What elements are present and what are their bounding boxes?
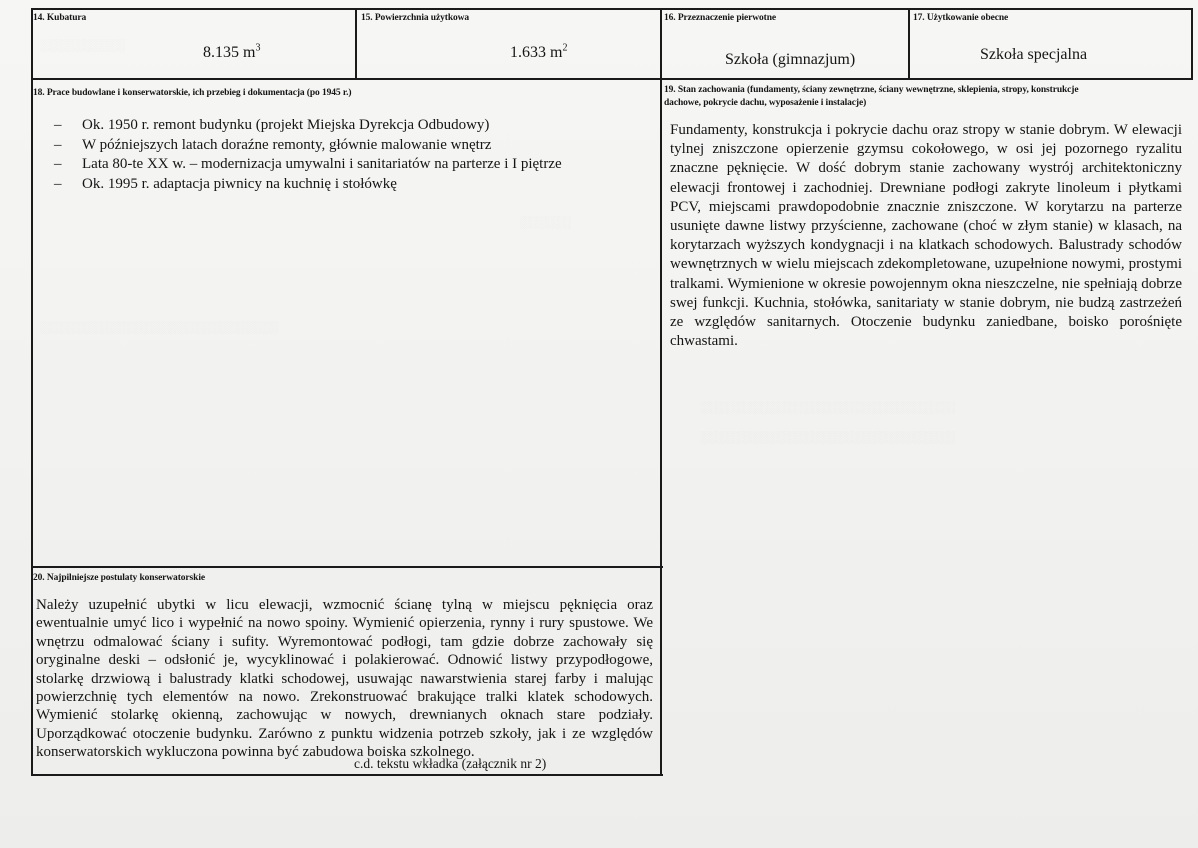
kubatura-value: 8.135 m [203, 44, 256, 61]
table-border-row1-bottom [31, 78, 1193, 80]
table-border-top [31, 8, 1193, 10]
section-20-header: 20. Najpilniejsze postulaty konserwatorskie [33, 573, 205, 583]
kubatura-unit-exponent: 3 [255, 42, 261, 54]
section-14-value [203, 44, 260, 62]
section-18-header: 18. Prace budowlane i konserwatorskie, ich przebieg i dokumentacja (po 1945 r.) [33, 88, 352, 98]
section-15-value [510, 44, 567, 62]
area-unit-exponent: 2 [562, 42, 568, 54]
column-divider-15-16 [660, 8, 662, 79]
column-divider-14-15 [355, 8, 357, 79]
section-16-header: 16. Przeznaczenie pierwotne [664, 13, 777, 23]
list-item: – W późniejszych latach doraźne remonty, głównie malowanie wnętrz [54, 136, 562, 156]
table-border-left [31, 8, 33, 775]
table-border-row2-left-bottom [31, 566, 663, 568]
section-14-header: 14. Kubatura [33, 13, 87, 23]
list-item: – Lata 80-te XX w. – modernizacja umywalni i sanitariatów na parterze i I piętrze [54, 155, 562, 175]
works-list [54, 116, 562, 194]
bleed-through-ghost: ░░░░░░░░░░ [40, 38, 126, 52]
section-15-header: 15. Powierzchnia użytkowa [361, 13, 470, 23]
section-19-header-line1: 19. Stan zachowania (fundamenty, ściany zewnętrzne, ściany wewnętrzne, sklepienia, stropy, konstrukcje [664, 85, 1079, 95]
area-value: 1.633 m [510, 44, 563, 61]
list-item: – Ok. 1950 r. remont budynku (projekt Miejska Dyrekcja Odbudowy) [54, 116, 562, 136]
conservation-postulates-text: Należy uzupełnić ubytki w licu elewacji, wzmocnić ścianę tylną w miejscu pęknięcia oraz ewentualnie umyć lico i wypełnić na nowo spoiny. Wymienić opierzenia, rynny i rury spustowe. We wnętrzu odmalować ściany i sufity. Wyremontować podłogi, tam gdzie dobrze zachowały się oryginalne deski – odsłonić je, wycyklinować i polakierować. Odnowić listwy przypodłogowe, stolarkę drzwiową i balustrady klatki schodowej, usuwając nawarstwienia starej farby i malując powierzchnię tych elementów na nowo. Zrekonstruować brakujące tralki klatek schodowych. Wymienić stolarkę okienną, zachowując w nowych, drewnianych oknach stare podziały. Uporządkować otoczenie budynku. Zarówno z punktu widzenia potrzeb szkoły, jak i ze względów konserwatorskich wykluczona powinna być zabudowa boiska szkolnego. [36, 597, 653, 761]
condition-description: Fundamenty, konstrukcja i pokrycie dachu oraz stropy w stanie dobrym. W elewacji tylnej zniszczone opierzenie gzymsu cokołowego, w osi jej pozornego ryzalitu znaczne pęknięcie. W dość dobrym stanie zachowany wystrój architektoniczny elewacji frontowej i zachodniej. Drewniane podłogi zakryte linoleum i płytkami PCV, miejscami prawdopodobnie znacznie zniszczone. W korytarzu na parterze usunięte dawne listwy przyścienne, zachowane (choć w złym stanie) w klasach, na korytarzach wyższych kondygnacji i na klatkach schodowych. Balustrady schodów wewnętrznych w wielu miejscach zdekompletowane, uzupełnione nowymi, prostymi tralkami. Wymienione w okresie powojennym okna nieszczelne, nie spełniają dobrze swej funkcji. Kuchnia, stołówka, sanitariaty w stanie dobrym, nie budzą zastrzeżeń ze względów sanitarnych. Otoczenie budynku zaniedbane, boisko porośnięte chwastami. [670, 122, 1182, 350]
section-19-header-line2: dachowe, pokrycie dachu, wyposażenie i instalacje) [664, 98, 867, 108]
table-border-right-top [1191, 8, 1193, 80]
bleed-through-ghost: ░░░░░░░░░░░░░░░░░░░░░░░░░░░░ [40, 320, 279, 334]
bleed-through-ghost: ░░░░░░░░░░░░░░░░░░░░░░░░░░░░░░ [700, 430, 956, 444]
original-purpose-value: Szkoła (gimnazjum) [725, 51, 856, 68]
bleed-through-ghost: ░░░░░░░░░░░░░░░░░░░░░░░░░░░░░░ [700, 400, 956, 414]
bleed-through-ghost: ░░░░░░ [520, 215, 572, 229]
section-17-header: 17. Użytkowanie obecne [913, 13, 1009, 23]
table-border-bottom [31, 774, 663, 776]
list-item: – Ok. 1995 r. adaptacja piwnicy na kuchnię i stołówkę [54, 175, 562, 195]
current-use-value: Szkoła specjalna [980, 46, 1088, 63]
continuation-note: c.d. tekstu wkładka (załącznik nr 2) [354, 756, 547, 771]
column-divider-16-17 [908, 8, 910, 79]
column-divider-main [660, 79, 662, 776]
